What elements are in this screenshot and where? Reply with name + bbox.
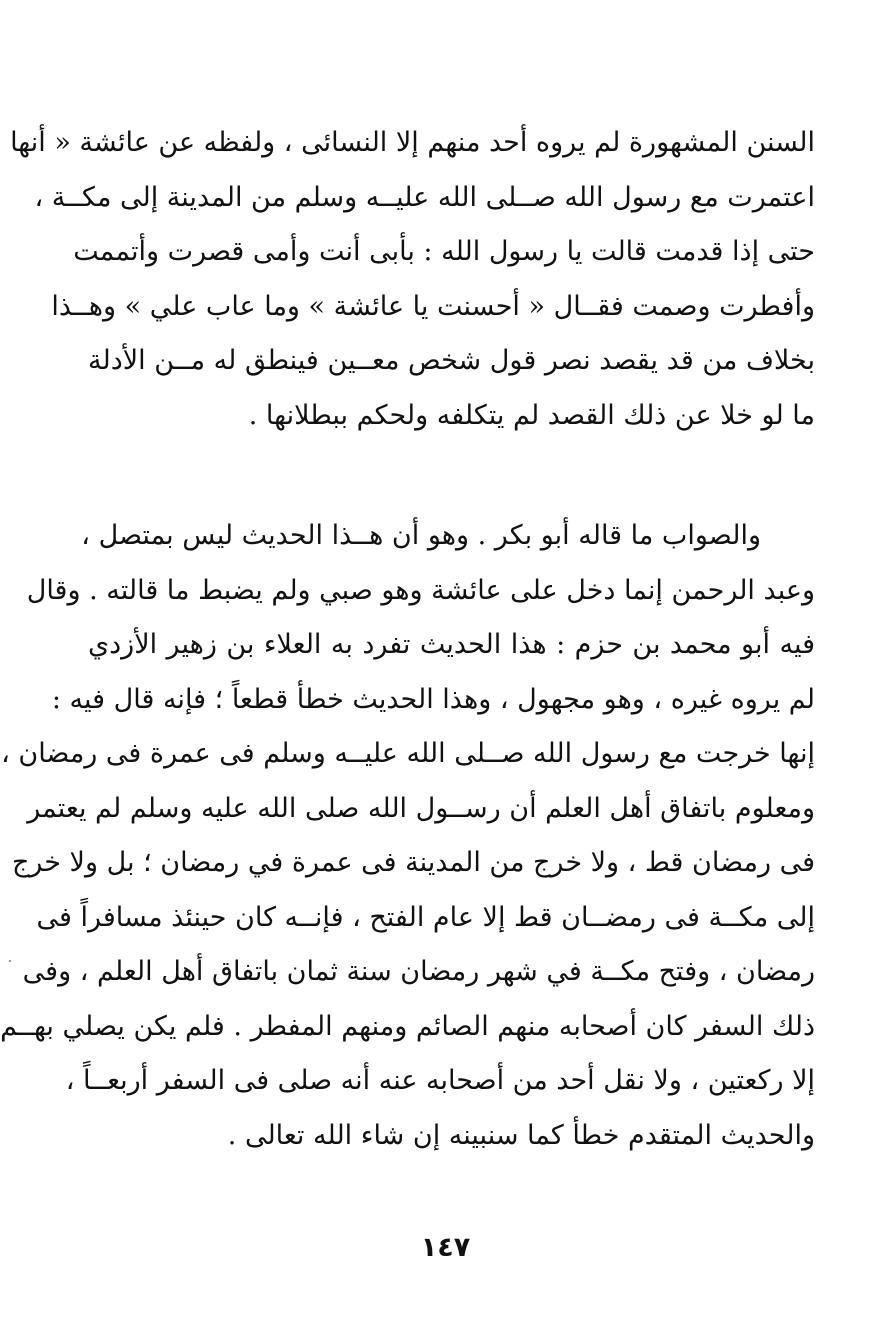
text-line: والحديث المتقدم خطأ كما سنبينه إن شاء الله تعالى . (227, 1119, 815, 1151)
text-line: وأفطرت وصمت فقــال « أحسنت يا عائشة » وما عاب علي » وهــذا (51, 290, 815, 322)
paragraph-1 (10, 116, 815, 443)
text-line: حتى إذا قدمت قالت يا رسول الله : بأبى أنت وأمى قصرت وأتممت (73, 236, 815, 267)
text-line: والصواب ما قاله أبو بكر . وهو أن هــذا الحديث ليس بمتصل ، (81, 520, 761, 551)
text-line: إلى مكــة فى رمضــان قط إلا عام الفتح ، فإنــه كان حينئذ مسافراً فى (36, 901, 815, 933)
text-line: ذلك السفر كان أصحابه منهم الصائم ومنهم المفطر . فلم يكن يصلي بهــم (0, 1010, 815, 1042)
text-line: ما لو خلا عن ذلك القصد لم يتكلفه ولحكم ببطلانها . (248, 399, 815, 431)
text-line: إلا ركعتين ، ولا نقل أحد من أصحابه عنه أنه صلى فى السفر أربعــاً ، (65, 1065, 815, 1096)
margin-speck (9, 960, 11, 962)
text-line: بخلاف من قد يقصد نصر قول شخص معــين فينطق له مــن الأدلة (88, 345, 815, 376)
text-line: لم يروه غيره ، وهو مجهول ، وهذا الحديث خطأ قطعاً ؛ فإنه قال فيه : (51, 683, 815, 715)
text-line: وعبد الرحمن إنما دخل على عائشة وهو صبي ولم يضبط ما قالته . وقال (26, 574, 815, 606)
text-line: السنن المشهورة لم يروه أحد منهم إلا النسائى ، ولفظه عن عائشة « أنها (10, 127, 815, 158)
text-line: إنها خرجت مع رسول الله صــلى الله عليــه وسلم فى عمرة فى رمضان ، (1, 738, 815, 769)
text-line: اعتمرت مع رسول الله صــلى الله عليــه وسلم من المدينة إلى مكــة ، (34, 181, 815, 213)
text-line: فى رمضان قط ، ولا خرج من المدينة فى عمرة في رمضان ؛ بل ولا خرج (11, 847, 815, 878)
text-line: ومعلوم باتفاق أهل العلم أن رســول الله صلى الله عليه وسلم لم يعتمر (27, 792, 815, 824)
text-line: فيه أبو محمد بن حزم : هذا الحديث تفرد به العلاء بن زهير الأزدي (88, 629, 815, 660)
text-line: رمضان ، وفتح مكــة في شهر رمضان سنة ثمان باتفاق أهل العلم ، وفى (22, 956, 815, 987)
page-number: ١٤٧ (420, 1232, 471, 1263)
paragraph-2 (0, 509, 815, 1163)
